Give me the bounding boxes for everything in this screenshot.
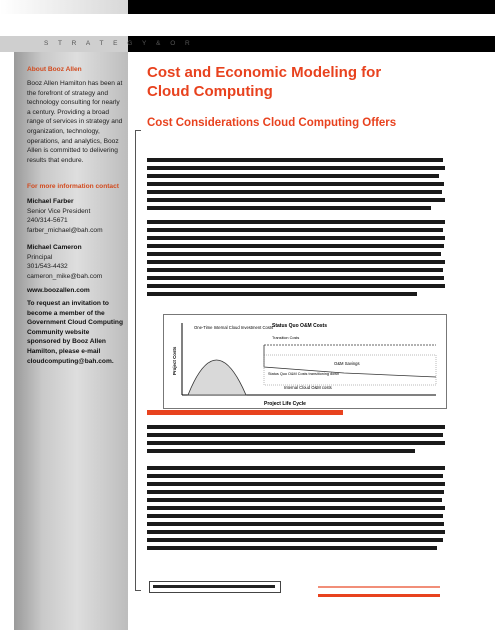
body-paragraph-1 [147, 158, 447, 218]
page-title: Cost and Economic Modeling for Cloud Computing [147, 64, 382, 100]
contact-1-phone: 240/314-5671 [27, 217, 68, 225]
cost-figure [163, 314, 447, 409]
footer-red-line [318, 594, 440, 597]
label-status-quo: Status Quo O&M Costs [272, 323, 328, 329]
label-transition: Transition Costs [272, 336, 300, 340]
footer-box-bar [153, 585, 275, 588]
top-band [0, 0, 495, 14]
cost-figure-svg [164, 315, 446, 408]
more-info-heading: For more information contact [27, 183, 119, 190]
website-link[interactable]: www.boozallen.com [27, 287, 90, 294]
footer-red-line-top [318, 586, 440, 588]
contact-2-title: Principal [27, 253, 53, 261]
about-text: Booz Allen Hamilton has been at the forefront of strategy and technology consulting for nearly a century. Providing a broad range of services in strategy and organization, technology, operations, and analytics, Booz Allen is committed to delivering results that endure. [27, 80, 123, 164]
invitation-text: To request an invitation to become a member of the Government Cloud Computing Community website sponsored by Booz Allen Hamilton, please e-mail cloudcomputing@bah.com. [27, 300, 123, 365]
contact-1-email[interactable]: farber_michael@bah.com [27, 226, 103, 234]
section-heading [147, 409, 347, 417]
strategy-band-text: S T R A T E G Y & O R [44, 40, 194, 47]
contact-1 [27, 197, 124, 235]
label-internal: Internal Cloud O&M costs [284, 385, 332, 390]
about-heading: About Booz Allen [27, 66, 82, 73]
top-band-fade [0, 0, 128, 14]
contact-2 [27, 243, 124, 281]
body-paragraph-2 [147, 220, 447, 308]
page-subtitle: Cost Considerations Cloud Computing Offers [147, 117, 397, 129]
body-paragraph-3 [147, 425, 447, 465]
bracket-bottom [135, 590, 141, 591]
label-x-axis: Project Life Cycle [264, 401, 306, 407]
bracket-top [135, 130, 141, 131]
investment-curve [188, 360, 246, 395]
vertical-divider [135, 130, 136, 590]
contact-2-phone: 301/543-4432 [27, 263, 68, 271]
contact-2-email[interactable]: cameron_mike@bah.com [27, 272, 103, 280]
label-y-axis: Project Costs [172, 346, 177, 375]
contact-1-name: Michael Farber [27, 198, 74, 205]
label-status-transition: Status Quo O&M Costs transitioning down [268, 372, 340, 376]
label-om-savings: O&M Savings [334, 361, 360, 366]
body-paragraph-4 [147, 466, 447, 566]
contact-1-title: Senior Vice President [27, 207, 91, 215]
footer-box [149, 581, 281, 593]
label-onetime: One-Time Internal Cloud Investment Costs [194, 325, 274, 330]
contact-2-name: Michael Cameron [27, 244, 82, 251]
